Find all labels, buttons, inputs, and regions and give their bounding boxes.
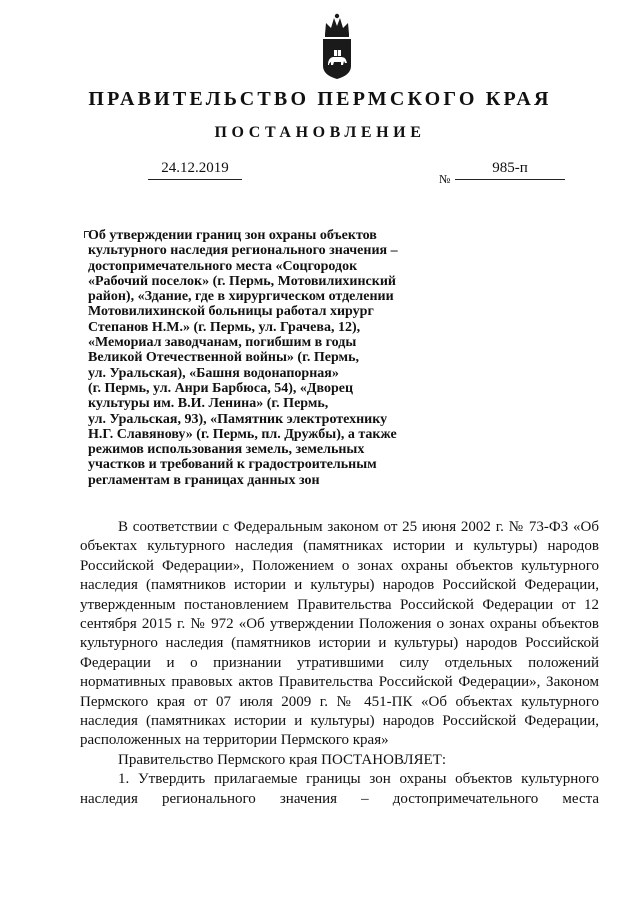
document-date: 24.12.2019 bbox=[148, 160, 242, 180]
subject-line: ул. Уральская, 93), «Памятник электротехнику bbox=[88, 411, 388, 427]
subject-line: культурного наследия регионального значения – bbox=[88, 243, 398, 259]
subject-line: ул. Уральская), «Башня водонапорная» bbox=[88, 365, 339, 381]
document-subject bbox=[88, 228, 428, 488]
subject-line: район), «Здание, где в хирургическом отделении bbox=[88, 289, 394, 305]
item-1-paragraph: 1. Утвердить прилагаемые границы зон охраны объектов культурного наследия регионального значения – достопримечательного места bbox=[80, 771, 599, 807]
document-number: 985-п bbox=[455, 160, 565, 180]
document-body bbox=[80, 518, 599, 809]
perm-krai-coat-of-arms-icon bbox=[319, 8, 355, 80]
subject-line: (г. Пермь, ул. Анри Барбюса, 54), «Дворец bbox=[88, 380, 354, 396]
subject-line: Н.Г. Славянову» (г. Пермь, пл. Дружбы), а также bbox=[88, 426, 397, 442]
number-label: № bbox=[439, 172, 451, 186]
subject-line: «Мемориал заводчанам, погибшим в годы bbox=[88, 335, 357, 351]
subject-line: Степанов Н.М.» (г. Пермь, ул. Грачева, 12), bbox=[88, 319, 361, 335]
government-title: ПРАВИТЕЛЬСТВО ПЕРМСКОГО КРАЯ bbox=[88, 88, 552, 110]
subject-line: регламентам в границах данных зон bbox=[88, 472, 320, 488]
preamble-paragraph: В соответствии с Федеральным законом от 25 июня 2002 г. № 73-ФЗ «Об объектах культурного наследия (памятниках истории и культуры) народов Российской Федерации», Положением о зонах охраны объектов культурного наследия (памятников истории и культуры) народов Российской Федерации, утвержденным постановлением Правительства Российской Федерации от 12 сентября 2015 г. № 972 «Об утверждении Положения о зонах охраны объектов культурного наследия (памятников истории и культуры) народов Российской Федерации и о признании утратившими силу отдельных положений нормативных правовых актов Правительства Российской Федерации», Законом Пермского края от 07 июля 2009 г. № 451-ПК «Об объектах культурного наследия (памятниках истории и культуры) народов Российской Федерации, расположенных на территории Пермского края» bbox=[80, 519, 599, 749]
subject-line: «Рабочий поселок» (г. Пермь, Мотовилихинский bbox=[88, 273, 396, 289]
subject-line: режимов использования земель, земельных bbox=[88, 442, 365, 458]
subject-line: Об утверждении границ зон охраны объектов bbox=[88, 228, 377, 243]
subject-line: Великой Отечественной войны» (г. Пермь, bbox=[88, 350, 359, 366]
document-kind: ПОСТАНОВЛЕНИЕ bbox=[214, 124, 426, 141]
subject-line: достопримечательного места «Соцгородок bbox=[88, 258, 358, 274]
resolves-paragraph: Правительство Пермского края ПОСТАНОВЛЯЕТ: bbox=[118, 751, 447, 768]
subject-line: культуры им. В.И. Ленина» (г. Пермь, bbox=[88, 396, 329, 412]
subject-line: участков и требований к градостроительным bbox=[88, 457, 377, 473]
subject-line: Мотовилихинской больницы работал хирург bbox=[88, 304, 374, 320]
